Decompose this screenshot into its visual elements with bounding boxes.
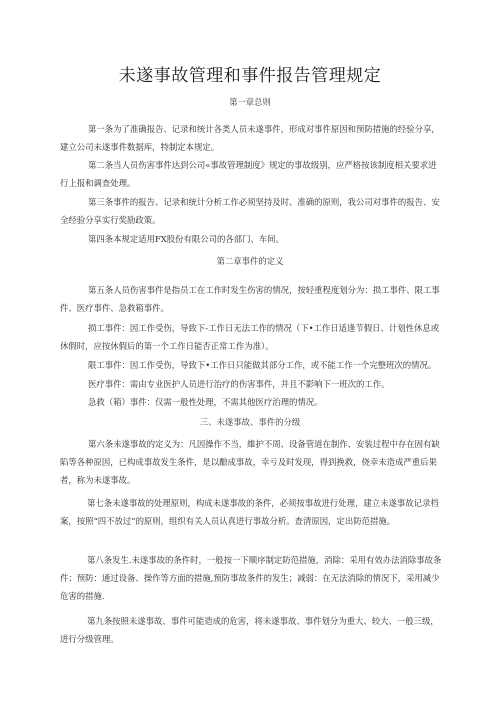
article-6: 第六条未遂事故的定义为：凡因操作不当，維护不周、设备管道在制作、安装过程中存在固有缺陷等各种原因，已构成事故发生条件，是以酿成事故，幸亏及时发现，得到挽救，侥幸未造成严重后果者，称为未遂事故。 [60, 439, 440, 485]
definition-medical-event: 医疗事件：需由专业医护人员进行治疗的伤害事件，并且不影响下一班次的工作。 [88, 379, 390, 389]
chapter-3-heading: 三、未遂事故、事件的分级 [199, 417, 301, 427]
article-4: 第四条本规定适用FX股份有限公司的各部门、车间。 [88, 234, 285, 244]
article-2: 第二条当人员伤害事件达到公司«事故管理制度》规定的事故级别，应严格按该制度相关要求进行上报和调查处理。 [60, 160, 437, 188]
article-5: 第五条人员伤害事件是指员工在工作时发生伤害的情况，按轻重程度划分为：损工事件、限工事件、医疗事件、急救箱事件。 [60, 285, 440, 313]
document-title: 未遂事故管理和事件报告管理规定 [118, 66, 382, 86]
definition-restricted-work-event: 限工事件：因工作受伤，导致下•工作日只能做其部分工作，或不能工作一个完整班次的情况。 [88, 360, 437, 370]
article-7: 第七条未遂事故的处理原则，构成未遂事故的条件，必须按事故进行处理，建立未遂事故记录档案，按照“四不放过”的原则，组织有关人员认真进行事故分析。查清原因，定出防范措施。 [60, 498, 439, 526]
definition-first-aid-event: 急救（箱）事件：仅需一般性处理，不需其他医疗治理的情况。 [88, 397, 323, 407]
chapter-2-heading: 第二章事件的定义 [216, 256, 284, 266]
definition-lost-time-event: 损工事件：因工作受伤，导致下-工作日无法工作的情况（下•工作日适逢节假日、计划性休息或休假时，应按休假后的第一个工作日能否正常工作为准）。 [60, 323, 440, 351]
article-3: 第三条事件的报告、记录和统计分析工作必须坚持及时、准确的原则，我公司对事件的报告、安全经验分享实行奖励政策。 [60, 197, 440, 225]
article-8: 第八条发生.未遂事故的条件时，一般按一下顺序制定防范措施，消除：采用有效办法消除事故条件；预防：通过设备、操作等方面的措施,预防事故条件的发生；减弱：在无法消除的情况下，采用减少危害的措施. [60, 555, 442, 601]
article-9: 第九条按照未遂事故、事件可能造成的危害，将未遂事故、事件划分为重大、较大、一般三级，进行分级管理。 [60, 616, 439, 644]
chapter-1-heading: 第一章总则 [229, 97, 271, 107]
article-1: 第一条为了准确报告、记录和统计各类人员未遂事件，形成对事件原因和预防措施的经验分享，建立公司未遂事件数据库，特制定本规定。 [60, 124, 440, 152]
